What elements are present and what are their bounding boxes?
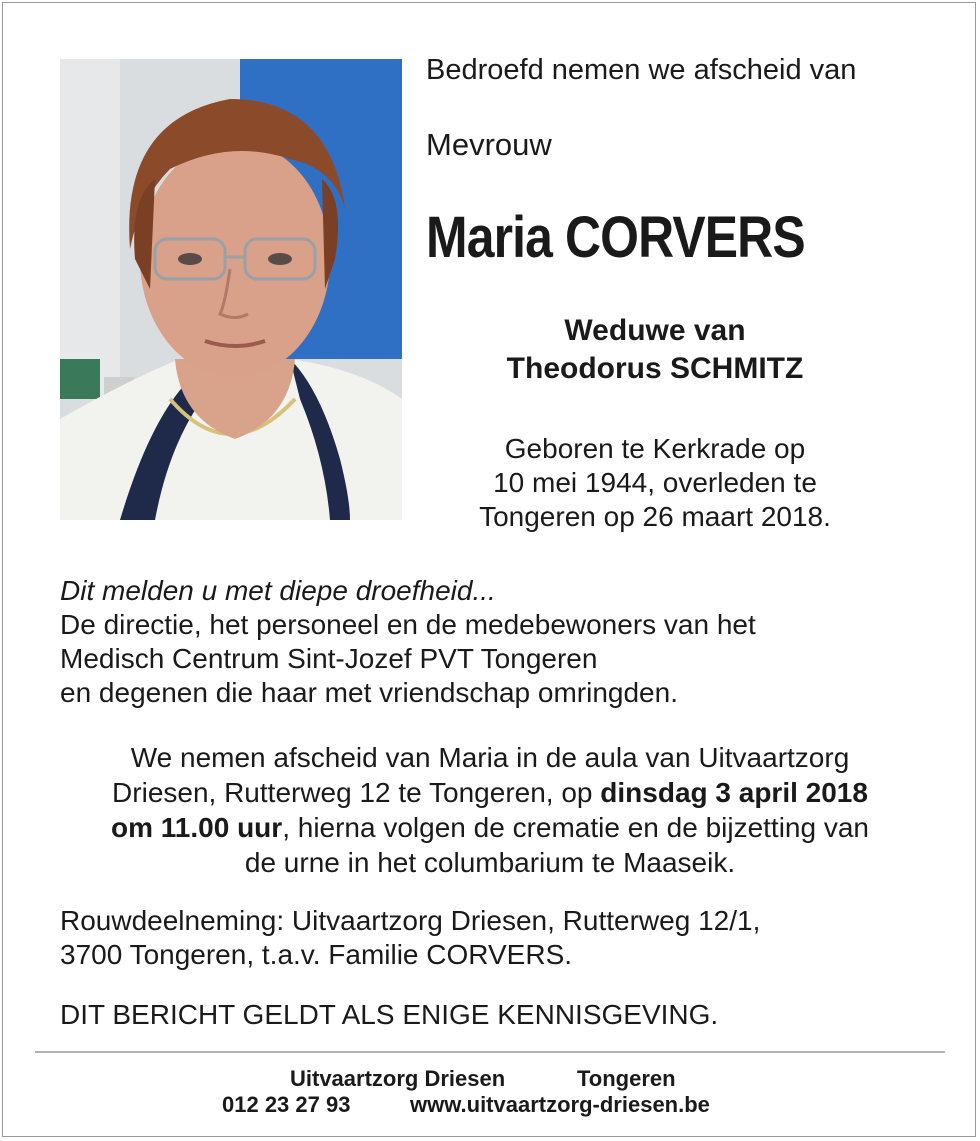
funeral-city: Tongeren <box>577 1066 676 1091</box>
widow-line-1: Weduwe van <box>564 314 746 347</box>
intro-text: Bedroefd nemen we afscheid van <box>426 54 857 86</box>
ceremony-time: om 11.00 uur <box>111 812 283 843</box>
official-notice: DIT BERICHT GELDT ALS ENIGE KENNISGEVING. <box>60 999 719 1030</box>
ceremony-location: Driesen, Rutterweg 12 te Tongeren, op <box>112 777 601 808</box>
ceremony-paragraph <box>40 740 940 880</box>
ceremony-date: dinsdag 3 april 2018 <box>600 777 868 808</box>
honorific: Mevrouw <box>426 127 552 162</box>
birth-line-2: 10 mei 1944, overleden te <box>493 467 817 498</box>
portrait-photo <box>60 59 402 520</box>
birth-death-block <box>405 432 905 534</box>
birth-line-3: Tongeren op 26 maart 2018. <box>479 501 831 532</box>
birth-line-1: Geboren te Kerkrade op <box>504 433 806 464</box>
mourners-line-1: De directie, het personeel en de medebewoners van het <box>60 609 756 640</box>
footer-divider <box>35 1051 945 1053</box>
mourners-paragraph <box>60 574 756 710</box>
ceremony-followup: , hierna volgen de crematie en de bijzetting van <box>282 812 869 843</box>
condolence-line-2: 3700 Tongeren, t.a.v. Familie CORVERS. <box>60 939 573 970</box>
widow-block <box>405 312 905 388</box>
widow-line-2: Theodorus SCHMITZ <box>506 352 804 385</box>
condolence-paragraph <box>60 904 760 972</box>
mourners-intro: Dit melden u met diepe droefheid... <box>60 575 496 606</box>
funeral-phone: 012 23 27 93 <box>222 1092 351 1117</box>
funeral-website[interactable]: www.uitvaartzorg-driesen.be <box>410 1092 710 1117</box>
funeral-company: Uitvaartzorg Driesen <box>290 1066 506 1091</box>
condolence-line-1: Rouwdeelneming: Uitvaartzorg Driesen, Rutterweg 12/1, <box>60 905 761 936</box>
ceremony-line-3 <box>40 810 940 845</box>
ceremony-line-2 <box>40 775 940 810</box>
mourners-line-3: en degenen die haar met vriendschap omringden. <box>60 677 678 708</box>
mourners-line-2: Medisch Centrum Sint-Jozef PVT Tongeren <box>60 643 598 674</box>
ceremony-line-1: We nemen afscheid van Maria in de aula van Uitvaartzorg <box>130 742 850 773</box>
deceased-name: Maria CORVERS <box>426 205 805 270</box>
ceremony-line-4: de urne in het columbarium te Maaseik. <box>244 847 736 878</box>
